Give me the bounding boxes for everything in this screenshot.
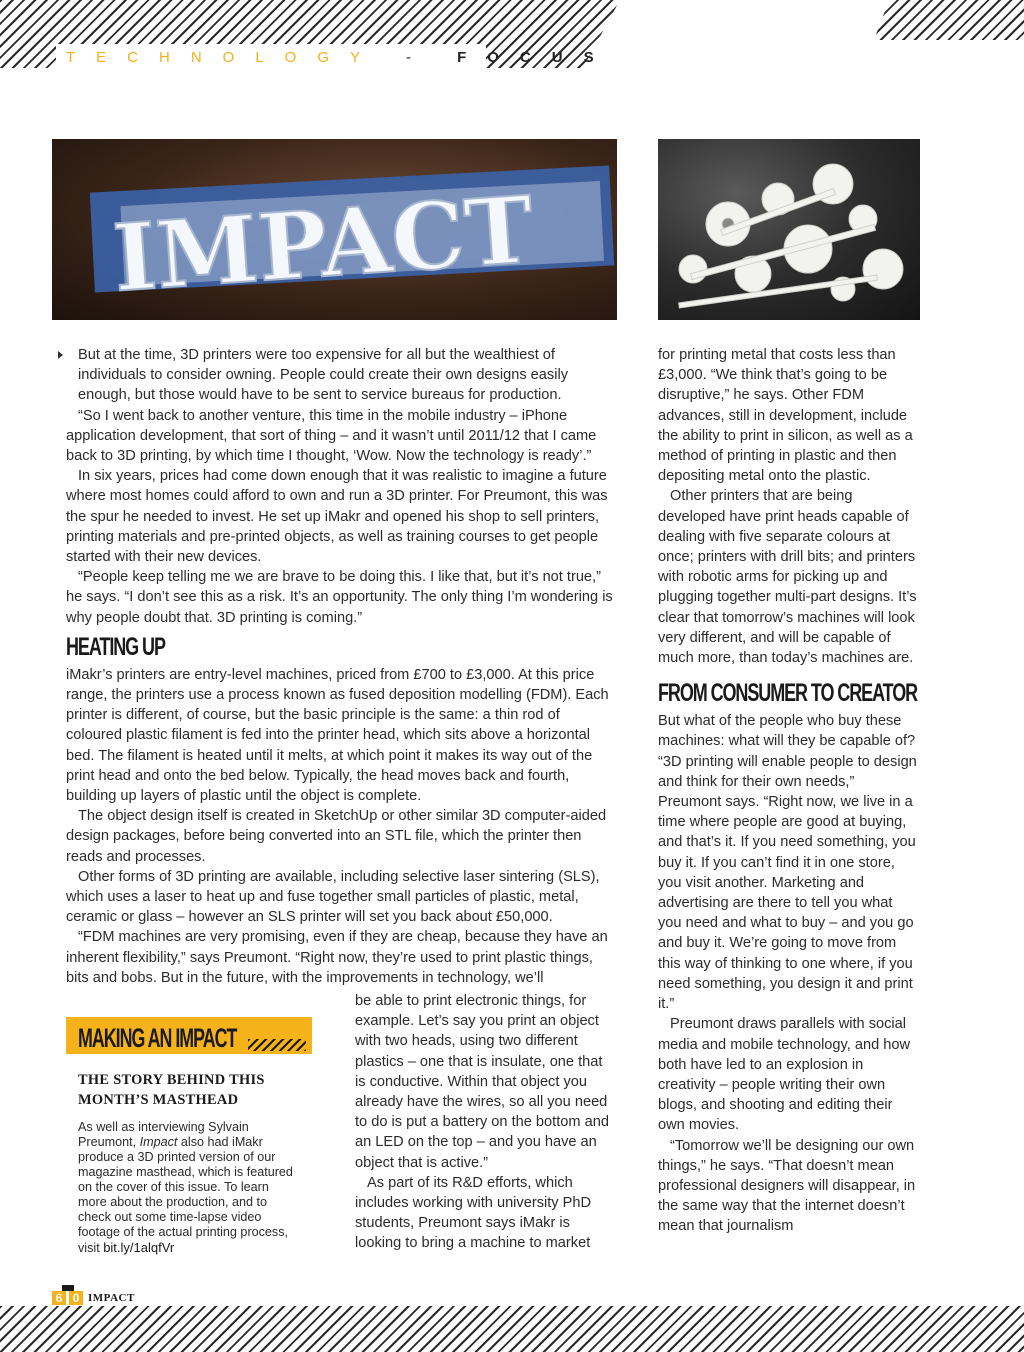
right-paragraph-4: Preumont draws parallels with social media and mobile technology, and how both have led to an explosion in creativity – people writing their own blogs, and shooting and editing their own movies. (658, 1016, 911, 1134)
box-title: MAKING AN IMPACT (78, 1023, 237, 1053)
left-paragraph-2: “So I went back to another venture, this time in the mobile industry – iPhone application development, that sort of thing – and it wasn’t until 2011/12 that I came back to 3D printing, by which time I thought, ‘Wow. Now the technology is ready’.” (66, 407, 597, 465)
impact-letters-illustration (52, 139, 617, 320)
section-name: TECHNOLOGY (66, 49, 381, 66)
middle-paragraph-2: As part of its R&D efforts, which includes working with university PhD students, Preumont says iMakr is looking to bring a machine to market (355, 1174, 592, 1252)
page-number-digit-2: 0 (69, 1291, 83, 1305)
page-number-digit-1: 6 (52, 1291, 66, 1305)
left-paragraph-7: Other forms of 3D printing are available, including selective laser sintering (SLS), which uses a laser to heat up and fuse together small particles of plastic, metal, ceramic or glass – however an SLS printer will set you back about £50,000. (66, 868, 600, 926)
gears-photo (658, 139, 920, 320)
middle-column (355, 991, 617, 1254)
box-stripes-decoration (248, 1039, 306, 1051)
box-body (78, 1120, 300, 1256)
heading-heating-up: HEATING UP (66, 632, 165, 661)
impact-photo-word: IMPACT (109, 175, 537, 313)
left-paragraph-4: “People keep telling me we are brave to be doing this. I like that, but it’s not true,” he says. “I don’t see this as a risk. It’s an opportunity. The only thing I’m wondering is why people doubt that. 3D printing is coming.” (66, 569, 613, 626)
left-paragraph-3: In six years, prices had come down enough that it was realistic to imagine a future where most homes could afford to own and run a 3D printer. For Preumont, this was the spur he needed to invest. He set up iMakr and opened his shop to sell printers, printing materials and pre-printed objects, as well as training courses to get people started with their new devices. (66, 468, 608, 566)
right-paragraph-3: But what of the people who buy these machines: what will they be capable of? “3D printing will enable people to design and think for their own needs,” Preumont says. “Right now, we live in a time where people are good at buying, and that’s it. If you need something, you buy it. If you can’t find it in one store, you visit another. Marketing and advertising are there to tell you what you need and what to buy – and you go and buy it. We’re going to move from this way of thinking to one where, if you need something, you design it and print it.” (658, 713, 917, 1013)
left-paragraph-5: iMakr’s printers are entry-level machines, priced from £700 to £3,000. At this price range, the printers use a process known as fused deposition modelling (FDM). Each printer is different, of course, but the basic principle is the same: a thin rod of coloured plastic filament is fed into the printer head, which sits above a horizontal bed. The filament is heated until it melts, at which point it makes its way out of the print head and onto the bed below. Typically, the head moves back and fourth, building up layers of plastic until the object is complete. (66, 666, 609, 805)
section-label (66, 49, 615, 66)
impact-photo (52, 139, 617, 320)
right-paragraph-1: for printing metal that costs less than £3,000. “We think that’s going to be disruptive,” he says. Other FDM advances, still in development, include the ability to print in silicon, as well as a method of printing in plastic and then depositing metal onto the plastic. (658, 347, 913, 485)
left-paragraph-8: “FDM machines are very promising, even if they are cheap, because they have an inherent flexibility,” says Preumont. “Right now, they’re used to print plastic things, bits and bobs. But in the future, with the improvements in technology, we’ll (66, 929, 608, 986)
making-an-impact-box (66, 1017, 312, 1256)
left-paragraph-6: The object design itself is created in SketchUp or other similar 3D computer-aided design packages, before being converted into an STL file, which the printer then reads and processes. (66, 808, 607, 865)
top-right-hatch-decoration (874, 0, 1024, 40)
box-header (66, 1017, 312, 1054)
gears-illustration (658, 139, 920, 320)
bottom-hatch-decoration (0, 1306, 1024, 1352)
right-column (658, 345, 920, 1237)
section-separator: - (405, 49, 432, 66)
middle-paragraph-1: be able to print electronic things, for example. Let’s say you print an object with two heads, using two different plastics – one that is insulate, one that is conductive. Within that object you already have the wires, so all you need to do is put a battery on the bottom and an LED on the top – and you have an object that is active.” (355, 993, 609, 1171)
continuation-arrow-icon (58, 351, 63, 359)
right-paragraph-2: Other printers that are being developed have print heads capable of dealing with five separate colours at once; printers with drill bits; and printers with robotic arms for picking up and plugging together multi-part designs. It’s clear that tomorrow’s machines will look very different, and will be capable of much more, than today’s machines are. (658, 488, 917, 667)
footer-magazine-name: IMPACT (88, 1292, 135, 1304)
box-link[interactable]: bit.ly/1alqfVr (103, 1240, 175, 1255)
subsection-name: FOCUS (457, 49, 615, 66)
box-body-magazine-name: Impact (139, 1135, 178, 1149)
right-paragraph-5: “Tomorrow we’ll be designing our own things,” he says. “That doesn’t mean professional designers will disappear, in the same way that the internet doesn’t mean that journalism (658, 1137, 916, 1235)
box-body-text-end: also had iMakr produce a 3D printed version of our magazine masthead, which is featured on the cover of this issue. To learn more about the production, and to check out some time-lapse video footage of the actual printing process, visit (78, 1135, 293, 1255)
box-body-text-start: As well as interviewing Sylvain Preumont, (78, 1120, 249, 1149)
box-subtitle: THE STORY BEHIND THIS MONTH’S MASTHEAD (78, 1072, 265, 1108)
left-paragraph-1: But at the time, 3D printers were too expensive for all but the wealthiest of individuals to consider owning. People could create their own designs easily enough, but those would have to be sent to service bureaus for production. (78, 347, 568, 404)
heading-from-consumer-to-creator: FROM CONSUMER TO CREATOR (658, 679, 918, 708)
left-column (66, 345, 618, 988)
